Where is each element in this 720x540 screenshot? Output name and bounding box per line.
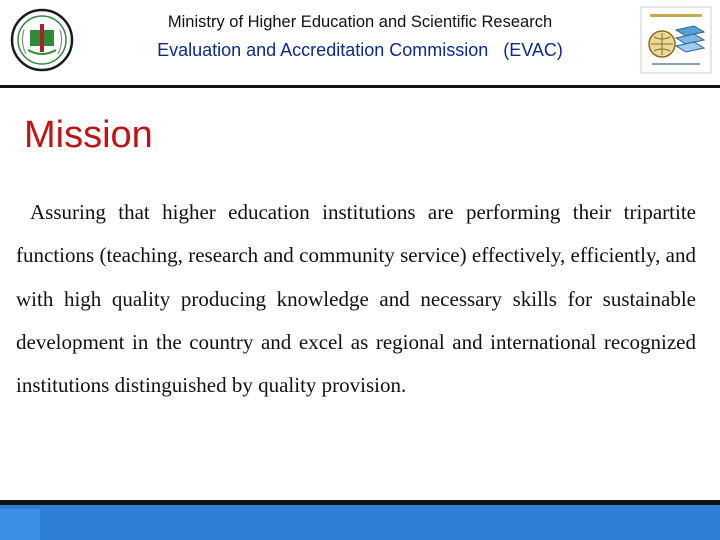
slide-header (0, 0, 720, 90)
footer-corner-block (0, 509, 40, 540)
evac-logo-icon (640, 6, 712, 74)
commission-name: Evaluation and Accreditation Commission (EVAC) (157, 40, 563, 60)
header-divider (0, 85, 720, 88)
mission-heading: Mission (24, 114, 153, 156)
footer-band (0, 505, 720, 540)
mission-statement: Assuring that higher education institutions are performing their tripartite functions (teaching, research and community service) effectively, efficiently, and with high quality producing knowledge and necessary skills for sustainable development in the country and excel as regional and international recognized institutions distinguished by quality provision. (16, 200, 696, 398)
ministry-name: Ministry of Higher Education and Scientific Research (167, 13, 553, 31)
